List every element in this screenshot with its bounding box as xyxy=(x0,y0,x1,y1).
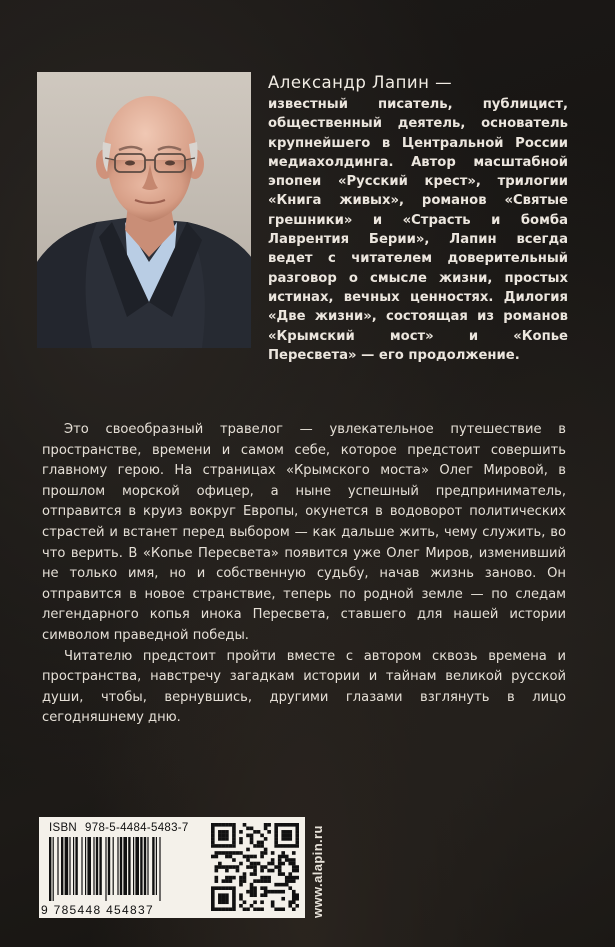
author-block xyxy=(268,72,568,365)
description-paragraph-1: Это своеобразный травелог — увлекательное путешествие в пространстве, времени и самом себе, которое предстоит совершить главному герою. На страницах «Крымского моста» Олег Мировой, в прошлом морской офицер, а ныне успешный предприниматель, отправится в круиз вокруг Европы, окунется в водоворот политических страстей и встанет перед выбором — как дальше жить, чему служить, во что верить. В «Копье Пересвета» появится уже Олег Миров, изменивший не только имя, но и собственную судьбу, начав жизнь заново. Он отправится в новое странствие, теперь по родной земле — по следам легендарного копья инока Пересвета, ставшего для нашей истории символом праведной победы. xyxy=(42,422,566,643)
isbn-line xyxy=(49,822,189,834)
isbn-number: 978-5-4484-5483-7 xyxy=(85,822,189,834)
website-url: www.alapin.ru xyxy=(310,825,325,918)
author-photo xyxy=(37,72,251,348)
barcode-icon xyxy=(47,837,197,901)
author-name: Александр Лапин — xyxy=(268,73,453,92)
author-portrait-svg xyxy=(37,72,251,348)
book-description xyxy=(42,420,566,729)
barcode-panel xyxy=(39,817,205,918)
isbn-label: ISBN xyxy=(49,822,78,834)
qr-panel xyxy=(205,817,305,918)
description-paragraph-2: Читателю предстоит пройти вместе с автором сквозь времена и пространства, навстречу загадкам истории и тайнам великой русской души, чтобы, вернувшись, другими глазами взглянуть в лицо сегодняшнему дню. xyxy=(42,648,566,726)
ean-digits: 9 785448 454837 xyxy=(41,903,154,917)
qr-code-icon xyxy=(211,823,299,911)
author-bio: известный писатель, публицист, общественный деятель, основатель крупнейшего в Центральной России медиахолдинга. Автор масштабной эпопеи «Русский крест», трилогии «Книга живых», романов «Святые грешники» и «Страсть и бомба Лаврентия Берии», Лапин всегда ведет с читателем доверительный разговор о смысле жизни, простых истинах, вечных ценностях. Дилогия «Две жизни», состоящая из романов «Крымский мост» и «Копье Пересвета» — его продолжение. xyxy=(268,97,568,363)
